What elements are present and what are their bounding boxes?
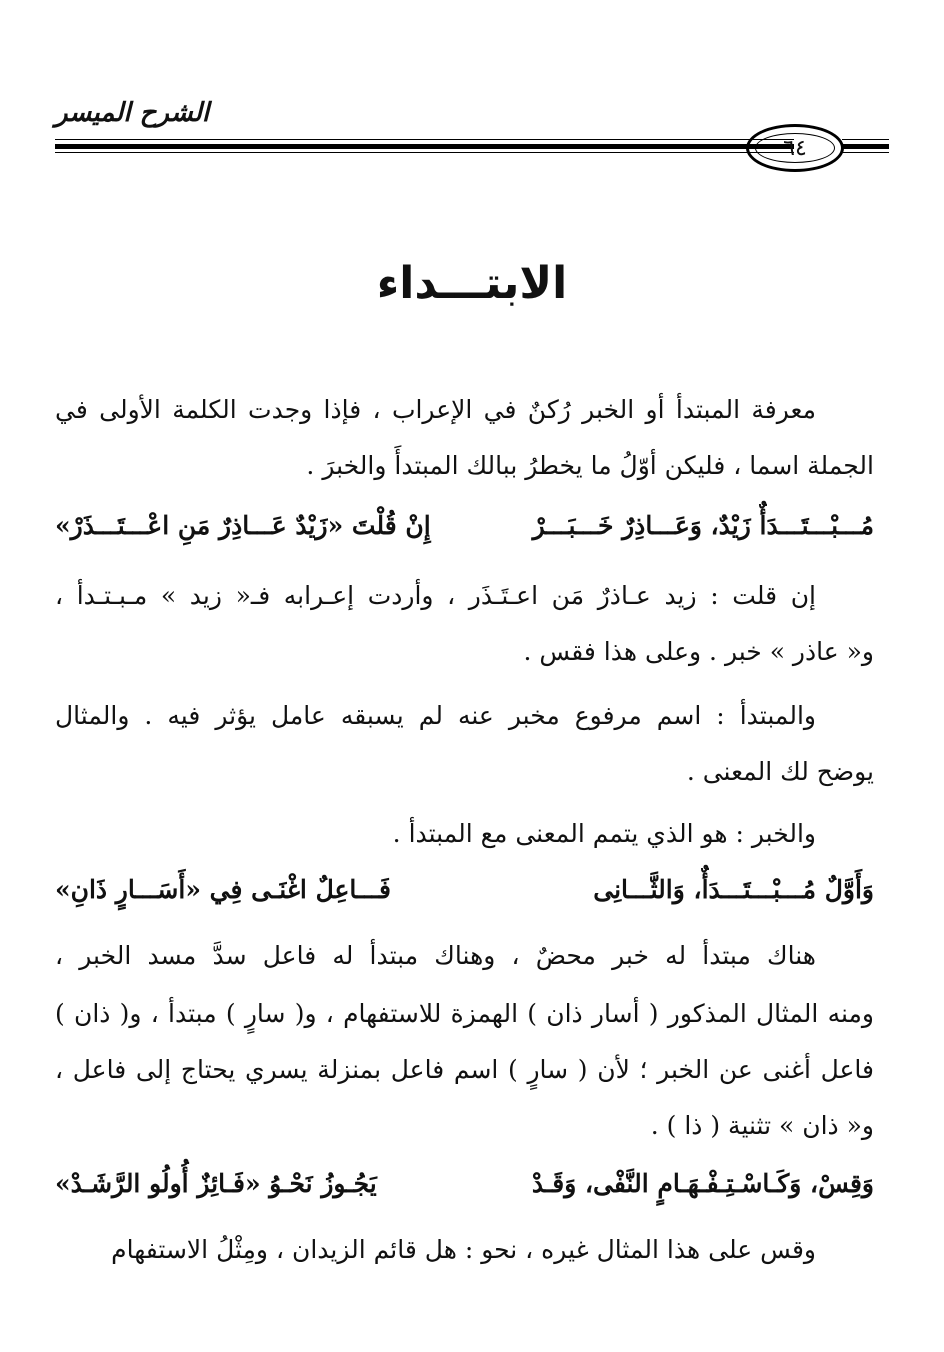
header-rule [842,139,889,140]
verse-line [55,1164,874,1204]
text-line: والمبتدأ : اسم مرفوع مخبر عنه لم يسبقه عامل يؤثر فيه . والمثال [55,701,816,730]
text-line: ومنه المثال المذكور ( أسار ذان ) الهمزة للاستفهام ، و( سارٍ ) مبتدأ ، و( ذان ) [55,999,874,1028]
text-line: يوضح لك المعنى . [686,757,874,786]
verse-first-hemistich: مُـــبْـــتَـــدَأٌ زَيْدٌ، وَعَـــاذِرٌ خَـــبَـــرْ [532,511,874,540]
verse-first-hemistich: وَأَوَّلٌ مُـــبْـــتَـــدَأٌ، وَالثَّـــانِى [593,875,874,904]
verse-second-hemistich: إِنْ قُلْتَ «زَيْدٌ عَـــاذِرٌ مَنِ اعْـــتَـــذَرْ» [55,511,431,540]
verse-first-hemistich: وَقِسْ، وَكَـاسْـتِـفْـهَـامٍ النَّفْى، وَقَـدْ [531,1169,874,1198]
text-line: إن قلت : زيد عـاذرٌ مَن اعـتَـذَر ، وأردت إعـرابه فـ« زيد » مـبـتـدأ ، [55,581,816,610]
running-header-title: الشرح الميسر [55,98,210,128]
verse-line [55,870,874,910]
page-number-frame [746,124,844,172]
verse-second-hemistich: فَـــاعِلٌ اغْنَـى فِي «أَسَـــارٍ ذَانِ» [55,875,391,904]
header-rule [55,152,794,153]
header-rule [55,144,794,149]
header-rule [842,152,889,153]
text-line: وقس على هذا المثال غيره ، نحو : هل قائم الزيدان ، ومِثْلُ الاستفهام [111,1235,816,1264]
header-rule [842,144,889,149]
page-number: ٦٤ [755,133,835,163]
text-line: فاعل أغنى عن الخبر ؛ لأن ( سارٍ ) اسم فاعل بمنزلة يسري يحتاج إلى فاعل ، [55,1055,874,1084]
chapter-title: الابتـــداء [376,258,568,309]
header-rule [55,139,794,140]
text-line: والخبر : هو الذي يتمم المعنى مع المبتدأ . [392,819,816,848]
text-line: هناك مبتدأ له خبر محضٌ ، وهناك مبتدأ له فاعل سدَّ مسد الخبر ، [55,941,816,970]
text-line: الجملة اسما ، فليكن أوّلُ ما يخطرُ ببالك المبتدأَ والخبرَ . [306,451,874,480]
verse-second-hemistich: يَجُـوزُ نَحْـوُ «فَـائِزٌ أُولُو الرَّشَـدْ» [55,1169,377,1198]
text-line: و« ذان » تثنية ( ذا ) . [650,1111,874,1140]
verse-line [55,506,874,546]
text-line: و« عاذر » خبر . وعلى هذا فقس . [523,637,874,666]
text-line: معرفة المبتدأ أو الخبر رُكنٌ في الإعراب ، فإذا وجدت الكلمة الأولى في [55,395,816,424]
